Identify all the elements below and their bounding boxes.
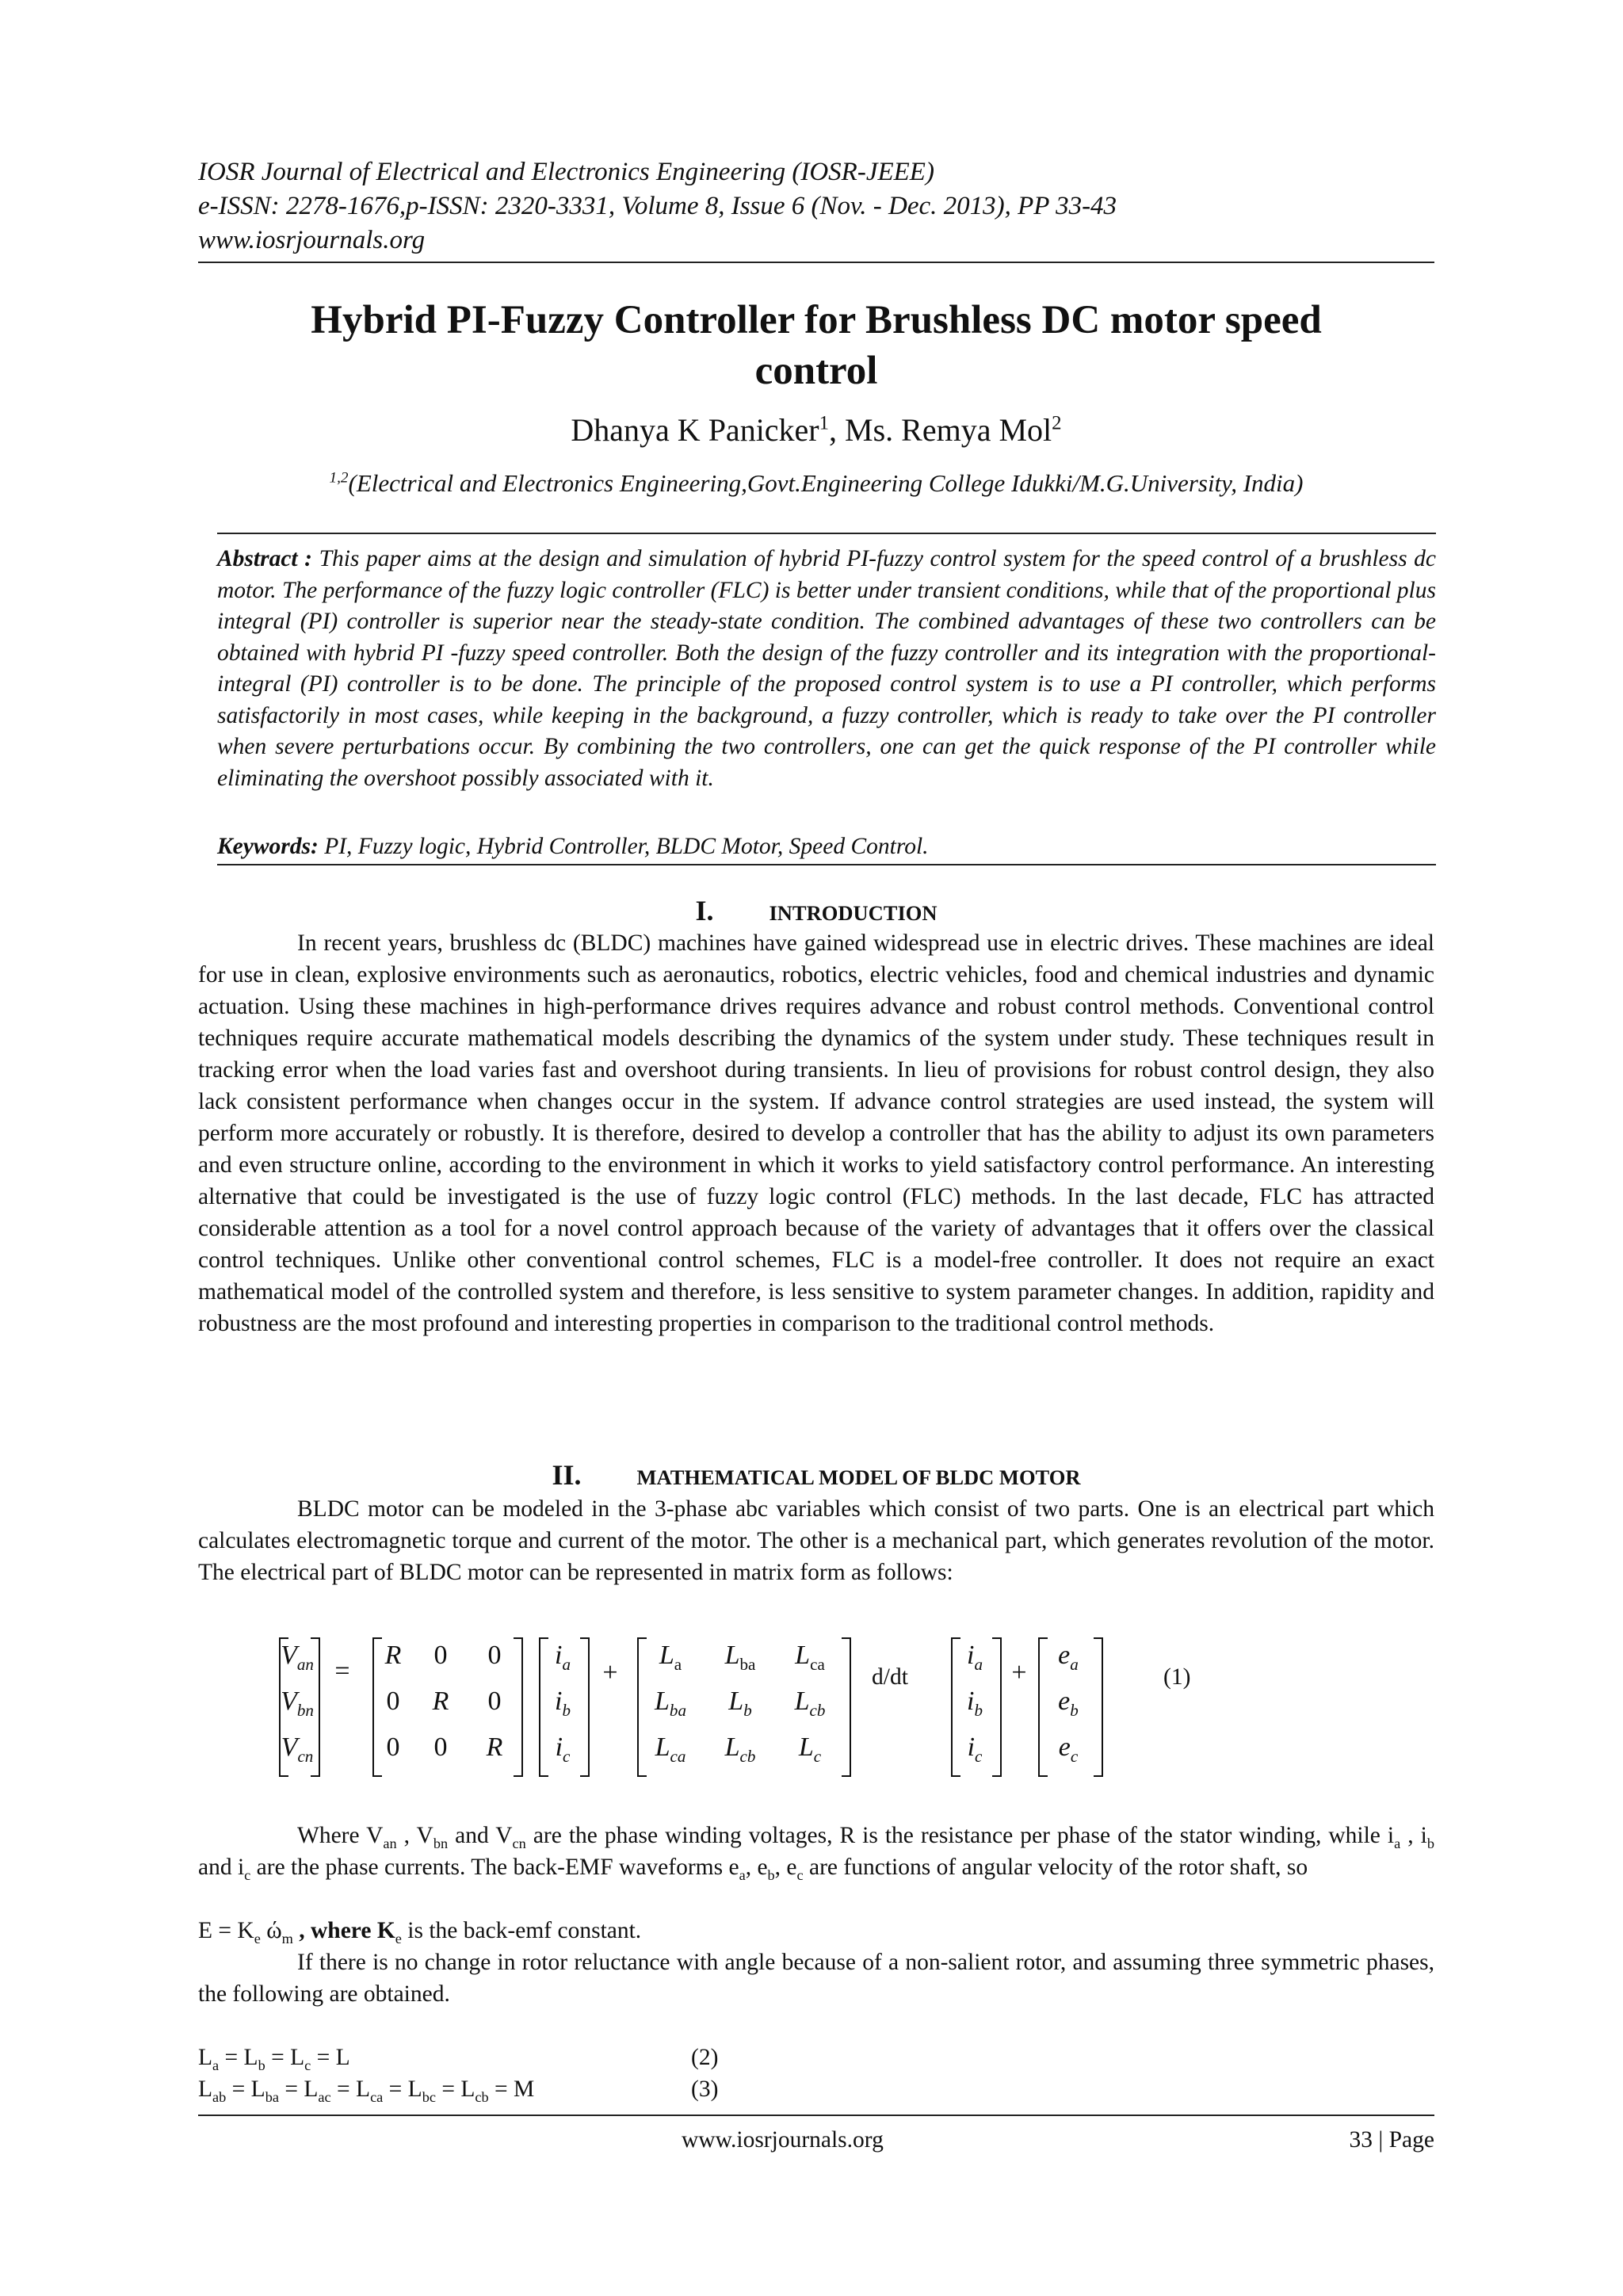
equation-number-1: (1) (1163, 1664, 1191, 1690)
section-heading-model: II. MATHEMATICAL MODEL OF BLDC MOTOR (552, 1459, 1081, 1491)
keywords-label: Keywords: (217, 834, 319, 859)
journal-header (198, 155, 1434, 258)
footer-rule (198, 2115, 1434, 2116)
equation-number-3: (3) (691, 2076, 719, 2102)
journal-issn: e-ISSN: 2278-1676,p-ISSN: 2320-3331, Volume 8, Issue 6 (Nov. - Dec. 2013), PP 33-43 (198, 192, 1117, 220)
equation-3: $L_{ab} = L_{ba} = L_{ac} = L_{ca} = L_{bc} = L_{cb} = M$ (198, 2076, 535, 2105)
affiliation: $^{1,2}$(Electrical and Electronics Engineering,Govt.Engineering College Idukki/M.G.University, India) (329, 469, 1304, 497)
equation-number-2: (2) (691, 2045, 719, 2070)
authors: Dhanya K Panicker$^1$, Ms. Remya Mol$^2$ (571, 412, 1062, 448)
ddt-operator: d/dt (872, 1664, 908, 1690)
introduction-text: In recent years, brushless dc (BLDC) machines have gained widespread use in electric drives. These machines are ideal for use in clean, explosive environments such as aeronautics, robotics, electric vehicles, food and chemical industries and dynamic actuation. Using these machines in high-performance drives requires advance and robust control methods. Conventional control techniques require accurate mathematical models describing the dynamics of the system under study. These techniques result in tracking error when the load varies fast and overshoot during transients. In lieu of provisions for robust control design, they also lack consistent performance when changes occur in the system. If advance control strategies are used instead, the system will perform more accurately or robustly. It is therefore, desired to develop a controller that has the ability to adjust its own parameters and even structure online, according to the environment in which it works to yield satisfactory control performance. An interesting alternative that could be investigated is the use of fuzzy logic control (FLC) methods. In the last decade, FLC has attracted considerable attention as a tool for a novel control approach because of the variety of advantages that it offers over the classical control techniques. Unlike other conventional control schemes, FLC is a model-free controller. It does not require an exact mathematical model of the controlled system and therefore, is less sensitive to system parameter changes. In addition, rapidity and robustness are the most profound and interesting properties in comparison to the traditional control methods. (198, 930, 1434, 1336)
journal-name: IOSR Journal of Electrical and Electronics Engineering (IOSR-JEEE) (198, 158, 934, 186)
abstract-text: This paper aims at the design and simulation of hybrid PI-fuzzy control system for the speed control of a brushless dc motor. The performance of the fuzzy logic controller (FLC) is better under transient conditions, while that of the proportional plus integral (PI) controller is superior near the steady-state condition. The combined advantages of these two controllers can be obtained with hybrid PI -fuzzy speed controller. Both the design of the fuzzy controller and its integration with the proportional-integral (PI) controller is to be done. The principle of the proposed control system is to use a PI controller, which performs satisfactorily in most cases, while keeping in the background, a fuzzy controller, which is ready to take over the PI controller when severe perturbations occur. By combining the two controllers, one can get the quick response of the PI controller while eliminating the overshoot possibly associated with it. (217, 546, 1436, 791)
abstract-top-rule (217, 533, 1436, 534)
section-heading-introduction: I. INTRODUCTION (695, 895, 938, 926)
abstract-bottom-rule (217, 864, 1436, 865)
back-emf-equation: $E = K_e$ $ώ_m$ , where $K_e$ is the back-emf constant. (198, 1918, 642, 1946)
equation-2: $L_a = L_b = L_c = L$ (198, 2045, 350, 2073)
journal-website: www.iosrjournals.org (198, 226, 426, 254)
page-number: 33 | Page (1349, 2127, 1434, 2153)
header-rule (198, 262, 1434, 263)
where-paragraph: Where $V_{an}$ , $V_{bn}$ and $V_{cn}$ are the phase winding voltages, R is the resistance per phase of the stator winding, while $i_a$ , $i_b$ and $i_c$ are the phase currents. The back-EMF waveforms $e_a$, $e_b$, $e_c$ are functions of angular velocity of the rotor shaft, so (198, 1823, 1434, 1883)
model-intro-text: BLDC motor can be modeled in the 3-phase abc variables which consist of two parts. One is an electrical part which calculates electromagnetic torque and current of the motor. The other is a mechanical part, which generates revolution of the motor. The electrical part of BLDC motor can be represented in matrix form as follows: (198, 1496, 1434, 1585)
paper-title: Hybrid PI-Fuzzy Controller for Brushless DC motor speed control (311, 298, 1322, 393)
abstract (217, 544, 1436, 794)
keywords: Keywords: PI, Fuzzy logic, Hybrid Controller, BLDC Motor, Speed Control. (217, 834, 929, 859)
reluctance-paragraph: If there is no change in rotor reluctance with angle because of a non-salient rotor, and assuming three symmetric phases, the following are obtained. (198, 1950, 1434, 2007)
abstract-label: Abstract : (217, 546, 312, 571)
footer-website: www.iosrjournals.org (682, 2127, 884, 2153)
